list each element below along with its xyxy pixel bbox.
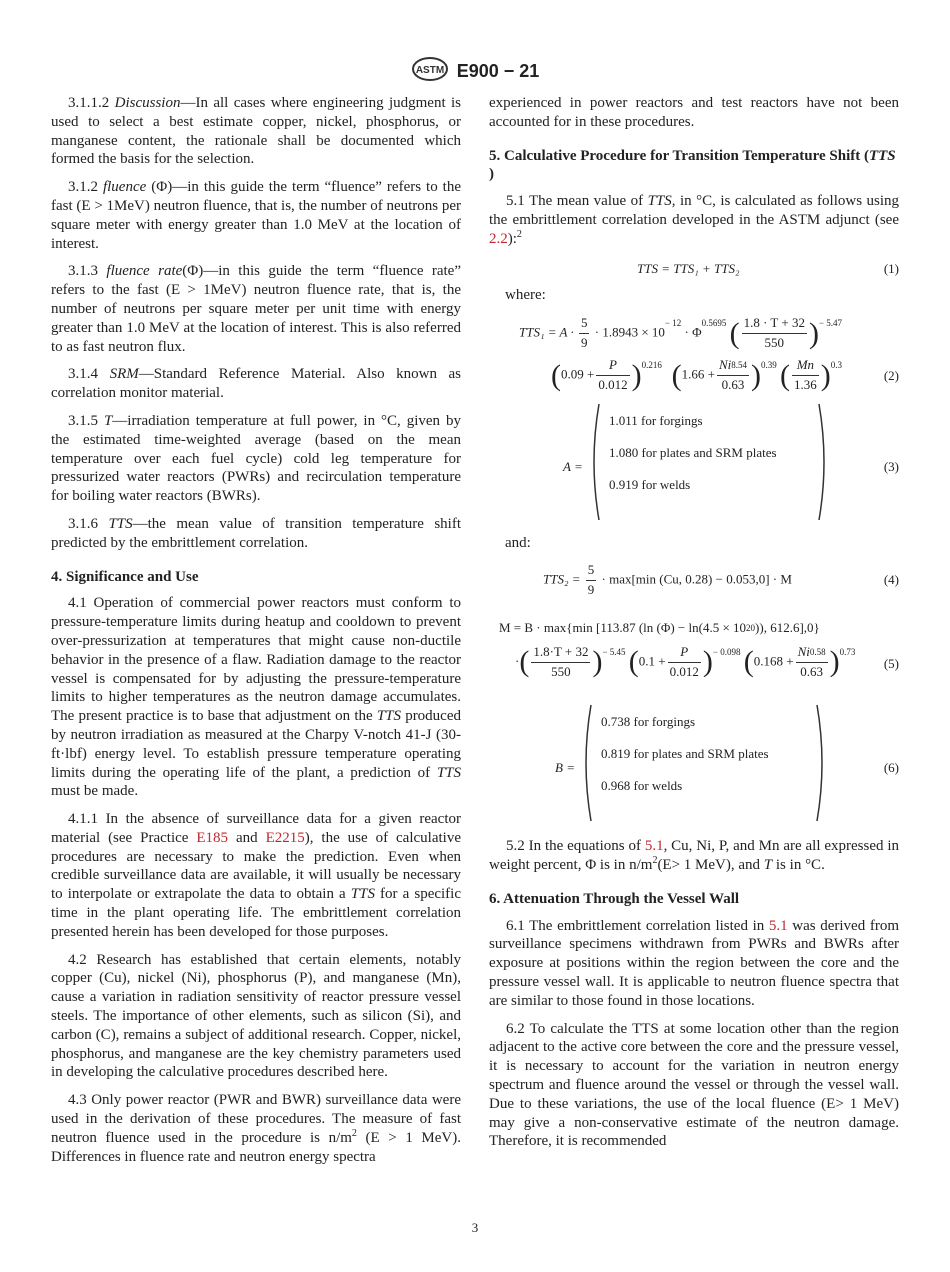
paragraph-3-1-6: 3.1.6 TTS—the mean value of transition temperature shift predicted by the embrittlement correlation. [51, 515, 461, 551]
right-column [489, 94, 899, 1160]
link-e2215[interactable]: E2215 [265, 829, 305, 846]
paragraph-5-1: 5.1 The mean value of TTS, in °C, is calculated as follows using the embrittlement correlation developed in the ASTM adjunct (see 2.2):$^2$ [489, 193, 900, 247]
right-paren-large [815, 703, 829, 823]
paragraph-4-2: 4.2 Research has established that certain elements, notably copper (Cu), nickel (Ni), phosphorus (P), and manganese (Mn), cause a variation in radiation sensitivity of reactor pressure vessel steels. The importance of other elements, such as silicon (Si), and carbon (C), remains a subject of additional research. Copper, nickel, phosphorus, and manganese are the key chemistry parameters used in developing the calculative procedures described here. [51, 951, 461, 1081]
paragraph-5-2: 5.2 In the equations of 5.1, Cu, Ni, P, and Mn are all expressed in weight percent, Φ is in $n/m^2(E> 1$ MeV), and T is in °C. [489, 838, 899, 873]
equation-5: M = B · max{min [113.87 (ln $(\Phi) - \ln(4.5 \times 10^{20})$), 612.6],0} ·( $\frac{1.8\cdot T + 32}{550}$ )$^{- 5.45}$ (0.1 + $\frac{P}{0.012}$ )$^{- 0.098}$ (0.168 + $\frac{Ni^{0.58}}{0.63}$ )$^{0.73}$ (5) [499, 620, 899, 679]
paragraph-4-1-1: 4.1.1 In the absence of surveillance data for a given reactor material (see Practice E185 and E2215), the use of calculative procedures are necessary to make the prediction. Even when credible surveillance data are available, it will usually be necessary to interpolate or extrapolate the data to obtain a TTS for a specific time in the plant operating life. The embrittlement correlation presented herein has been developed for those purposes. [51, 811, 461, 940]
paragraph-3-1-3: 3.1.3 fluence rate(Φ)—in this guide the term “fluence rate” refers to the fast (E > 1MeV) neutron fluence rate, that is, the number of neutrons per square meter per unit time with energy greater than 1.0 MeV at the location of interest. This is also referred to as fast neutron flux. [51, 263, 461, 355]
astm-logo [411, 56, 449, 87]
svg-text:ASTM: ASTM [415, 65, 444, 76]
link-5-1-b[interactable]: 5.1 [768, 917, 788, 934]
left-paren-large [579, 703, 593, 823]
paragraph-6-2: 6.2 To calculate the TTS at some location other than the region adjacent to the active core between the core and the pressure vessel, it is necessary to account for the variation in neutron energy spectrum and fluence around the vessel or through the vessel wall. Due to these variations, the use of the local fluence (E> 1 MeV) may give a non-conservative estimate of the neutron damage. Therefore, it is recommended [489, 1020, 899, 1150]
paragraph-continued: experienced in power reactors and test reactors have not been accounted for in these procedures. [489, 95, 899, 130]
paragraph-6-1: 6.1 The embrittlement correlation listed in 5.1 was derived from surveillance specimens withdrawn from PWRs and BWRs after exposure at positions within the region between the core and the pressure vessel wall. It is applicable to neutron fluence spectra that are similar to those found in those locations. [489, 917, 899, 1009]
paragraph-4-3: 4.3 Only power reactor (PWR and BWR) surveillance data were used in the derivation of these procedures. The measure of fast neutron fluence used in the procedure is $n/m^2$ (E > 1 MeV). Differences in fluence rate and neutron energy spectra [51, 1092, 461, 1165]
document-code: E900 − 21 [456, 61, 540, 81]
paragraph-3-1-4: 3.1.4 SRM—Standard Reference Material. Also known as correlation monitor material. [51, 366, 462, 402]
where-label: where: [505, 286, 546, 303]
equation-1: TTS = TTS₁ + TTS₂ (1) [637, 260, 899, 276]
left-column [51, 94, 461, 1175]
paragraph-3-1-2: 3.1.2 fluence (Φ)—in this guide the term “fluence” refers to the fast (E > 1MeV) neutron fluence, that is, the number of neutrons per square meter with energy greater than 1.0 MeV at the location of interest. [51, 179, 462, 252]
section-4-heading: 4. Significance and Use [51, 568, 199, 585]
link-5-1[interactable]: 5.1 [644, 838, 664, 855]
paragraph-3-1-1-2: 3.1.1.2 Discussion—In all cases where engineering judgment is used to select a best estimate copper, nickel, phosphorus, or manganese content, the rationale shall be documented which formed the basis for the selection. [51, 95, 462, 168]
left-paren-large [587, 402, 601, 522]
paragraph-3-1-5: 3.1.5 T—irradiation temperature at full power, in °C, given by the estimated time-weighted average (based on the mean temperature over each fuel cycle) cold leg temperature for pressurized water reactors (PWRs) and recirculation temperature for boiling water reactors (BWRs). [51, 412, 462, 505]
section-5-heading: 5. Calculative Procedure for Transition Temperature Shift (TTS ) [489, 147, 896, 183]
equation-4: TTS₂ = $\frac{5}{9}$ · max[min (Cu, 0.28) − 0.053,0] · M (4) [543, 562, 899, 597]
link-e185[interactable]: E185 [196, 829, 229, 846]
section-6-heading: 6. Attenuation Through the Vessel Wall [489, 890, 740, 907]
equation-2: TTS₁ = A · $\frac{5}{9}$ · $1.8943 \times 10^{- 12} \cdot \Phi^{0.5695}$ ( $\frac{1.8 \cdot T + 32}{550}$ )$^{- 5.47}$ (0.09 + $\frac{P}{0.012}$ )$^{0.216}$ (1.66 + $\frac{Ni^{8.54}}{0.63}$ )$^{0.39}$ ( $\frac{Mn}{1.36}$ )$^{0.3}$ (2) [519, 315, 899, 393]
page-header [0, 56, 950, 87]
paragraph-4-1: 4.1 Operation of commercial power reactors must conform to pressure-temperature limits during heatup and cooldown to prevent over-pressurization at temperatures that might cause non-ductile behavior in the presence of a flaw. Radiation damage to the reactor vessel is compensated for by adjusting the pressure-temperature limits to higher temperatures as the neutron damage accumulates. The present practice is to base that adjustment on the TTS produced by neutron irradiation as measured at the Charpy V-notch 41-J (30-ft·lbf) energy level. To establish pressure temperature operating limits during the operating life of the plant, a prediction of TTS must be made. [51, 595, 462, 800]
page-number: 3 [471, 1220, 479, 1235]
and-label: and: [505, 535, 531, 552]
link-2-2[interactable]: 2.2 [489, 230, 508, 247]
equation-3: A = 1.011 for forgings 1.080 for plates and SRM plates 0.919 for welds (3) [489, 402, 899, 526]
equation-6: B = 0.738 for forgings 0.819 for plates and SRM plates 0.968 for welds (6) [489, 703, 899, 827]
right-paren-large [817, 402, 831, 522]
